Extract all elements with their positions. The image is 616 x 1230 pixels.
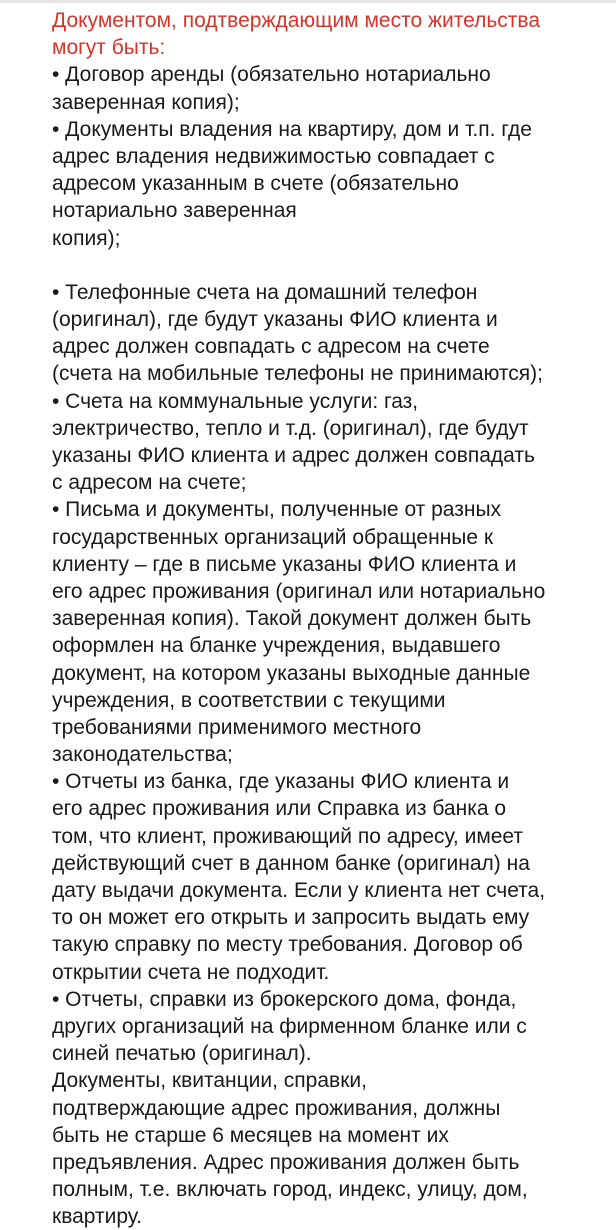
text-line: оформлен на бланке учреждения, выдавшего: [52, 634, 501, 658]
text-line: • Отчеты из банка, где указаны ФИО клиента и: [52, 770, 510, 794]
text-line: адрес должен совпадать с адресом на счете: [52, 335, 490, 359]
text-line: могут быть:: [52, 36, 166, 60]
text-line: такую справку по месту требования. Договор об: [52, 933, 523, 957]
text-line: (счета на мобильные телефоны не принимаются);: [52, 362, 543, 386]
text-line: адрес владения недвижимостью совпадает с: [52, 144, 495, 168]
text-line: • Отчеты, справки из брокерского дома, фонда,: [52, 987, 517, 1011]
text-line: дату выдачи документа. Если у клиента нет счета,: [52, 879, 546, 902]
text-line: действующий счет в данном банке (оригинал) на: [52, 851, 530, 875]
text-line: копия);: [52, 226, 121, 250]
text-line: с адресом на счете;: [52, 471, 247, 495]
text-line: (оригинал), где будут указаны ФИО клиента и: [52, 308, 498, 332]
heading: [52, 7, 545, 61]
block-ownership-documents: [52, 61, 545, 251]
text-line: квартиру.: [52, 1205, 143, 1229]
text-line: заверенная копия);: [52, 90, 240, 114]
text-line: Документом, подтверждающим место жительства: [52, 9, 541, 32]
text-line: электричество, тепло и т.д. (оригинал), где будут: [52, 416, 529, 440]
text-line: указаны ФИО клиента и адрес должен совпадать: [52, 444, 535, 467]
text-line: предъявления. Адрес проживания должен быть: [52, 1150, 520, 1174]
block-other-documents: [52, 279, 545, 1230]
text-line: том, что клиент, проживающий по адресу, имеет: [52, 824, 524, 848]
text-line: учреждения, в соответствии с текущими: [52, 688, 446, 712]
text-line: • Документы владения на квартиру, дом и т.п. где: [52, 117, 532, 141]
text-line: быть не старше 6 месяцев на момент их: [52, 1123, 449, 1147]
text-line: законодательства;: [52, 743, 233, 767]
text-line: клиенту – где в письме указаны ФИО клиента и: [52, 552, 517, 576]
text-line: • Письма и документы, полученные от разных: [52, 498, 502, 522]
text-line: • Телефонные счета на домашний телефон: [52, 280, 478, 304]
document-body: [52, 7, 545, 1230]
top-border: [0, 0, 616, 3]
text-line: Документы, квитанции, справки,: [52, 1069, 367, 1093]
text-line: полным, т.е. включать город, индекс, улицу, дом,: [52, 1178, 528, 1202]
text-line: • Счета на коммунальные услуги: газ,: [52, 389, 419, 413]
text-line: заверенная копия). Такой документ должен быть: [52, 607, 532, 631]
text-line: синей печатью (оригинал).: [52, 1042, 312, 1066]
text-line: адресом указанным в счете (обязательно: [52, 172, 459, 196]
text-line: нотариально заверенная: [52, 199, 297, 223]
text-line: требованиями применимого местного: [52, 715, 422, 739]
text-line: • Договор аренды (обязательно нотариально: [52, 63, 491, 87]
blank-line: [52, 252, 545, 279]
text-line: государственных организаций обращенные к: [52, 525, 494, 549]
text-line: подтверждающие адрес проживания, должны: [52, 1096, 501, 1120]
text-line: открытии счета не подходит.: [52, 960, 330, 984]
text-line: то он может его открыть и запросить выдать ему: [52, 906, 530, 930]
text-line: его адрес проживания (оригинал или нотариально: [52, 579, 546, 603]
text-line: документ, на котором указаны выходные данные: [52, 661, 531, 685]
text-line: других организаций на фирменном бланке или с: [52, 1014, 527, 1038]
text-line: его адрес проживания или Справка из банка о: [52, 797, 507, 821]
